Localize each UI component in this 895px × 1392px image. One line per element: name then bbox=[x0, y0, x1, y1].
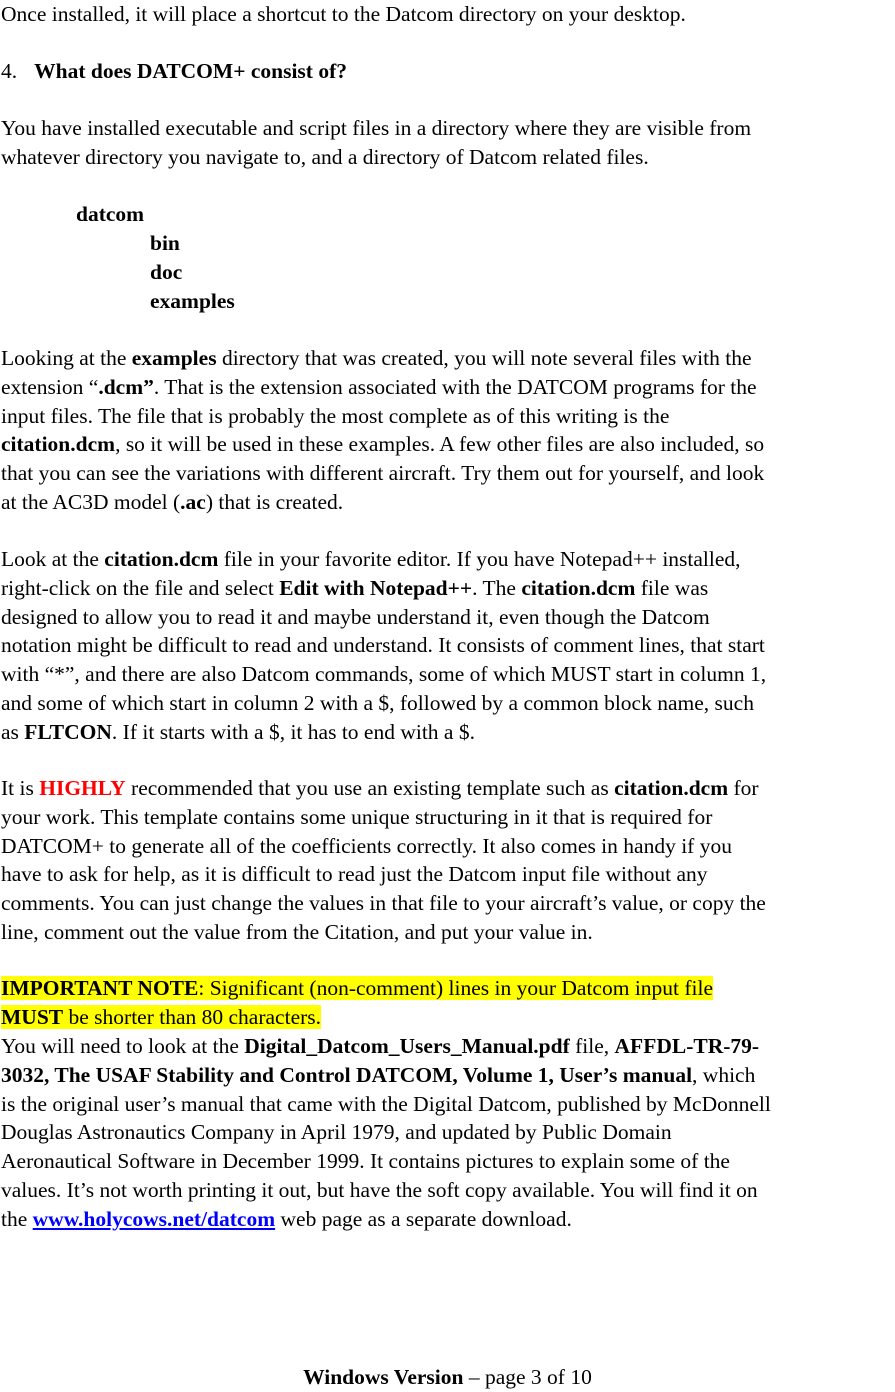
page-footer bbox=[0, 1363, 895, 1392]
text: recommended that you use an existing template such as bbox=[125, 776, 615, 800]
text-line bbox=[1, 344, 894, 373]
text: be shorter than 80 characters. bbox=[63, 1004, 322, 1029]
bold-text: citation.dcm bbox=[614, 776, 729, 800]
text-line: whatever directory you navigate to, and a directory of Datcom related files. bbox=[1, 144, 649, 169]
text-line: have to ask for help, as it is difficult to read just the Datcom input file without any bbox=[1, 862, 708, 887]
text-line: line, comment out the value from the Citation, and put your value in. bbox=[1, 919, 593, 944]
paragraph-installed bbox=[1, 114, 894, 172]
text: It is bbox=[1, 776, 40, 800]
bold-text: 3032, The USAF Stability and Control DATCOM, Volume 1, User’s manual bbox=[1, 1062, 693, 1087]
bold-text: MUST bbox=[1, 1004, 64, 1029]
text-line: Douglas Astronautics Company in April 1979, and updated by Public Domain bbox=[1, 1120, 672, 1145]
text: directory that was created, you will note several files with the bbox=[216, 346, 752, 370]
bold-text: examples bbox=[131, 346, 217, 370]
tree-item-examples: examples bbox=[150, 289, 235, 313]
paragraph-manual bbox=[1, 1032, 894, 1234]
text: extension “ bbox=[1, 374, 99, 399]
text-line: input files. The file that is probably the most complete as of this writing is the bbox=[1, 403, 670, 428]
text: the bbox=[1, 1206, 33, 1231]
text: Look at the bbox=[1, 547, 105, 571]
text: . If it starts with a $, it has to end with a $. bbox=[111, 719, 475, 744]
section-4-heading bbox=[1, 57, 894, 86]
text: Looking at the bbox=[1, 346, 132, 370]
text: right-click on the file and select bbox=[1, 575, 280, 600]
text-line bbox=[1, 974, 894, 1003]
section-number: 4. bbox=[1, 59, 18, 83]
text-line bbox=[1, 574, 894, 603]
text-line: that you can see the variations with different aircraft. Try them out for yourself, and look bbox=[1, 461, 765, 486]
bold-text: citation.dcm bbox=[521, 575, 636, 600]
tree-item-bin: bin bbox=[150, 231, 180, 255]
bold-text: citation.dcm bbox=[104, 547, 219, 571]
text-line bbox=[1, 373, 894, 402]
text: You will need to look at the bbox=[1, 1034, 245, 1058]
text-line bbox=[1, 1061, 894, 1090]
text: web page as a separate download. bbox=[275, 1206, 572, 1231]
text-line: DATCOM+ to generate all of the coefficients correctly. It also comes in handy if you bbox=[1, 833, 732, 858]
text: . The bbox=[472, 575, 522, 600]
holycows-link[interactable]: www.holycows.net/datcom bbox=[32, 1206, 276, 1231]
important-note bbox=[1, 974, 894, 1032]
text-line bbox=[1, 718, 894, 747]
bold-text: Edit with Notepad++ bbox=[279, 575, 473, 600]
text-line: and some of which start in column 2 with a $, followed by a common block name, such bbox=[1, 690, 754, 715]
paragraph-look bbox=[1, 545, 894, 747]
bold-text: citation.dcm bbox=[1, 432, 116, 457]
text-line bbox=[1, 1032, 894, 1061]
text-line: notation might be difficult to read and understand. It consists of comment lines, that start bbox=[1, 633, 765, 658]
text-line bbox=[1, 1205, 894, 1234]
text: . That is the extension associated with the DATCOM programs for the bbox=[153, 374, 757, 399]
paragraph-examples bbox=[1, 344, 894, 517]
highlighted-text bbox=[1, 1005, 321, 1029]
text-line: Aeronautical Software in December 1999. It contains pictures to explain some of the bbox=[1, 1149, 730, 1174]
text: ) that is created. bbox=[205, 489, 344, 514]
section-title: What does DATCOM+ consist of? bbox=[34, 59, 347, 83]
paragraph-highly bbox=[1, 774, 894, 947]
bold-text: .ac bbox=[180, 489, 206, 514]
bold-text: .dcm” bbox=[98, 374, 154, 399]
text-line: values. It’s not worth printing it out, but have the soft copy available. You will find it on bbox=[1, 1177, 758, 1202]
tree-item-doc: doc bbox=[150, 260, 183, 284]
text-line: with “*”, and there are also Datcom commands, some of which MUST start in column 1, bbox=[1, 662, 767, 687]
text: , which bbox=[692, 1062, 756, 1087]
text-line bbox=[1, 774, 894, 803]
text-line: is the original user’s manual that came with the Digital Datcom, published by McDonnell bbox=[1, 1091, 771, 1116]
footer-title: Windows Version bbox=[303, 1365, 464, 1389]
bold-text: FLTCON bbox=[24, 719, 112, 744]
text: file in your favorite editor. If you have Notepad++ installed, bbox=[218, 547, 741, 571]
text: as bbox=[1, 719, 25, 744]
text: file was bbox=[635, 575, 709, 600]
text-line: comments. You can just change the values in that file to your aircraft’s value, or copy the bbox=[1, 891, 766, 916]
text: at the AC3D model ( bbox=[1, 489, 181, 514]
note-label: IMPORTANT NOTE bbox=[1, 976, 199, 1000]
text: file, bbox=[569, 1034, 615, 1058]
text-line bbox=[1, 488, 894, 517]
highlighted-text bbox=[1, 976, 713, 1000]
text-line bbox=[1, 430, 894, 459]
text-line: designed to allow you to read it and maybe understand it, even though the Datcom bbox=[1, 604, 710, 629]
text: : Significant (non-comment) lines in your Datcom input file bbox=[198, 976, 714, 1000]
text-line bbox=[1, 545, 894, 574]
bold-text: Digital_Datcom_Users_Manual.pdf bbox=[244, 1034, 570, 1058]
text: for bbox=[728, 776, 759, 800]
tree-root-datcom: datcom bbox=[76, 202, 145, 226]
text-line: your work. This template contains some unique structuring in it that is required for bbox=[1, 804, 713, 829]
text-line bbox=[1, 1003, 894, 1032]
highly-emphasis: HIGHLY bbox=[39, 776, 126, 800]
intro-line: Once installed, it will place a shortcut to the Datcom directory on your desktop. bbox=[1, 2, 686, 26]
text: , so it will be used in these examples. A few other files are also included, so bbox=[115, 432, 765, 457]
text-line: You have installed executable and script files in a directory where they are visible from bbox=[1, 116, 752, 140]
bold-text: AFFDL-TR-79- bbox=[614, 1034, 760, 1058]
page-number: – page 3 of 10 bbox=[463, 1365, 592, 1389]
